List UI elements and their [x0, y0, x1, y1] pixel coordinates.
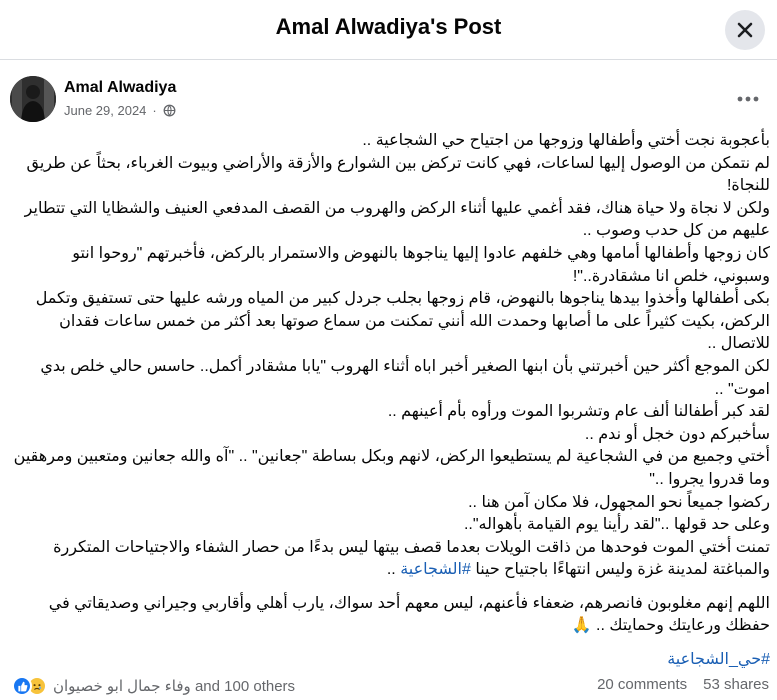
meta-separator: · — [152, 103, 157, 118]
globe-icon — [163, 104, 176, 117]
more-options-button[interactable] — [733, 84, 763, 114]
close-icon — [736, 21, 754, 39]
post-paragraph: أختي وجميع من في الشجاعية لم يستطيعوا الركض، لانهم وبكل بساطة "جعانين" .. "آه والله جعانين ومتعبين ومرهقين وما قدروا يجروا .." — [13, 448, 770, 488]
post-date[interactable]: June 29, 2024 — [64, 103, 147, 118]
post-paragraph: كان زوجها وأطفالها أمامها وهي خلفهم عادوا إليها يناجوها بالنهوض والاستمرار بالركض، فأخبرتهم "روحوا انتو وسبوني، خلص انا مشقادرة.."! — [72, 244, 770, 285]
reactions-summary[interactable] — [12, 676, 295, 696]
paragraph-gap — [12, 638, 770, 649]
like-reaction-icon — [12, 676, 32, 696]
shares-count[interactable]: 53 shares — [703, 676, 769, 693]
post-paragraph: ولكن لا نجاة ولا حياة هناك، فقد أغمي عليها أثناء الركض والهروب من القصف المدفعي العنيف والشظايا التي تتطاير عليهم من كل حدب وصوب .. — [24, 199, 770, 240]
paragraph-gap — [12, 582, 770, 593]
inline-hashtag-link[interactable]: #الشجاعية — [400, 561, 471, 579]
post-paragraph: بكى أطفالها وأخذوا بيدها يناجوها بالنهوض، قام زوجها بجلب جردل كبير من المياه ورشه عليها حتى تستفيق وتكمل الركض، بكيت كثيراً على ما أصابها وحمدت الله أنني تمكنت من سماع صوتها بعد أكثر من خمس ساعات فقدان للاتصال .. — [35, 290, 770, 353]
post-header — [0, 72, 777, 128]
prayer-text: اللهم إنهم مغلوبون فانصرهم، ضعفاء فأعنهم، ليس معهم أحد سواك، يارب أهلي وأقاربي وجيراني وصديقاتي في حفظك ورعايتك وحمايتك .. — [48, 594, 770, 635]
post-paragraph: لكن الموجع أكثر حين أخبرتني بأن ابنها الصغير أخبر اباه أثناء الهروب "يابا مشقادر أكمل.. حاسس حالي خلص بدي اموت" .. — [40, 357, 770, 398]
post-paragraph: بأعجوبة نجت أختي وأطفالها وزوجها من اجتياح حي الشجاعية .. — [362, 132, 770, 149]
post-paragraph: تمنت أختي الموت فوحدها من ذاقت الويلات بعدما قصف بيتها ليس بدءًا من حصار الشفاء والاجتياحات المتكررة والمباغتة لمدينة غزة وليس انتهاءًا باجتياح حينا #الشجاعية .. — [53, 538, 770, 579]
more-options-icon — [737, 96, 759, 102]
post-paragraph: سأخبركم دون خجل أو ندم .. — [584, 425, 770, 443]
dialog-title: Amal Alwadiya's Post — [275, 14, 502, 39]
post-paragraph-text: تمنت أختي الموت فوحدها من ذاقت الويلات بعدما قصف بيتها ليس بدءًا من حصار الشفاء والاجتياحات المتكررة والمباغتة لمدينة غزة وليس انتهاءًا باجتياح حينا — [53, 538, 770, 579]
post-footer — [0, 674, 777, 700]
close-button[interactable] — [725, 10, 765, 50]
post-paragraph: لقد كبر أطفالنا ألف عام وتشربوا الموت ورأوه بأم أعينهم .. — [387, 403, 770, 421]
comments-count[interactable]: 20 comments — [597, 676, 688, 693]
author-name[interactable]: Amal Alwadiya — [64, 79, 177, 96]
post-text — [12, 130, 770, 672]
reactors-text[interactable]: وفاء جمال ابو خصيوان and 100 others — [53, 678, 296, 695]
hashtag-link[interactable]: #حي_الشجاعية — [667, 651, 770, 669]
pray-emoji-icon: 🙏 — [571, 617, 592, 635]
post-dialog-header — [0, 0, 777, 60]
post-paragraph: لم نتمكن من الوصول إليها لساعات، فهي كانت تركض بين الشوارع والأزقة والأراضي وبيوت الغرباء، بحثاً عن طريق للنجاة! — [26, 154, 770, 195]
post-paragraph: وعلى حد قولها .."لقد رأينا يوم القيامة بأهواله".. — [463, 516, 770, 534]
post-paragraph: ركضوا جميعاً نحو المجهول، فلا مكان آمن هنا .. — [468, 493, 770, 511]
post-meta — [64, 103, 176, 118]
engagement-counts — [597, 676, 769, 693]
post-paragraph — [12, 593, 770, 638]
author-avatar[interactable] — [10, 76, 56, 122]
hashtag-line — [12, 649, 770, 672]
